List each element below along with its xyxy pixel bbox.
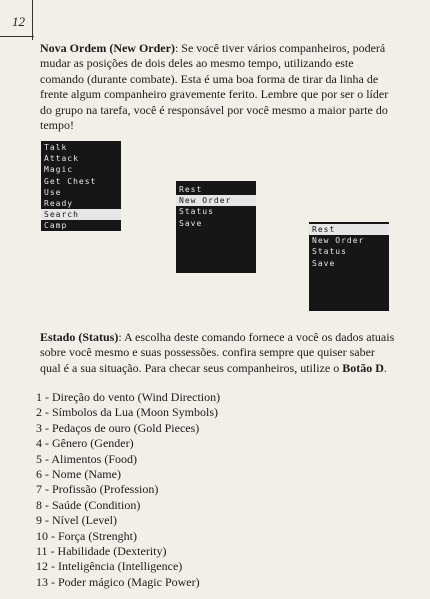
menu-item-status: Status (179, 207, 214, 217)
new-order-text: : Se você tiver vários companheiros, poderá mudar as posições de dois deles ao mesmo tempo, utilizando este comando (durante combate). Esta é uma boa forma de tirar da linha de frente algum companheiro gravemente ferito. Lembre que por ser o líder do grupo na tarefa, você é responsável por você mesmo a maior parte do tempo! (40, 41, 389, 133)
attribute-item: 5 - Alimentos (Food) (36, 451, 137, 466)
new-order-paragraph (40, 41, 396, 133)
menu-item-camp: Camp (44, 221, 68, 231)
attribute-item: 11 - Habilidade (Dexterity) (36, 543, 167, 558)
attribute-item: 3 - Pedaços de ouro (Gold Pieces) (36, 420, 200, 435)
menu-item-use: Use (44, 187, 62, 197)
status-attribute-list (36, 390, 220, 590)
menu-item-talk: Talk (44, 143, 68, 152)
status-end: . (383, 360, 387, 375)
status-paragraph (40, 330, 396, 376)
attribute-item: 6 - Nome (Name) (36, 466, 121, 481)
page-corner-horizontal (0, 36, 34, 37)
attribute-item: 7 - Profissão (Profession) (36, 482, 159, 497)
menu-item-new-order: New Order (312, 236, 365, 246)
status-heading: Estado (Status) (40, 330, 119, 344)
page-number: 12 (12, 14, 25, 29)
menu-item-search-selected: Search (41, 209, 121, 220)
menu-item-rest-selected: Rest (309, 224, 389, 235)
command-menu-screenshot (41, 141, 121, 231)
camp-menu-screenshot (176, 181, 256, 273)
attribute-item: 13 - Poder mágico (Magic Power) (36, 574, 200, 589)
status-text: : A escolha deste comando fornece a você os dados atuais sobre você mesmo e suas possessões. confira sempre que quiser saber qual é a sua situação. Para checar seus companheiros, utilize o (40, 330, 395, 375)
attribute-item: 4 - Gênero (Gender) (36, 436, 134, 451)
menu-item-attack: Attack (44, 154, 79, 164)
attribute-item: 10 - Força (Strenght) (36, 528, 137, 543)
new-order-heading: Nova Ordem (New Order) (40, 41, 175, 55)
menu-item-rest: Rest (179, 185, 203, 194)
attribute-item: 2 - Símbolos da Lua (Moon Symbols) (36, 405, 218, 420)
attribute-item: 9 - Nível (Level) (36, 513, 117, 528)
page-corner-vertical (32, 0, 33, 40)
camp-menu-screenshot-rest (309, 222, 389, 311)
menu-item-ready: Ready (44, 198, 74, 208)
menu-item-status: Status (312, 247, 347, 257)
button-d-label: Botão D (342, 360, 384, 375)
menu-item-new-order-selected: New Order (176, 195, 256, 206)
menu-item-get-chest: Get Chest (44, 176, 97, 186)
attribute-item: 1 - Direção do vento (Wind Direction) (36, 390, 221, 404)
menu-item-magic: Magic (44, 165, 74, 175)
attribute-item: 12 - Inteligência (Intelligence) (36, 559, 183, 574)
attribute-item: 8 - Saúde (Condition) (36, 497, 141, 512)
menu-item-save: Save (179, 218, 203, 228)
menu-item-save: Save (312, 258, 336, 268)
